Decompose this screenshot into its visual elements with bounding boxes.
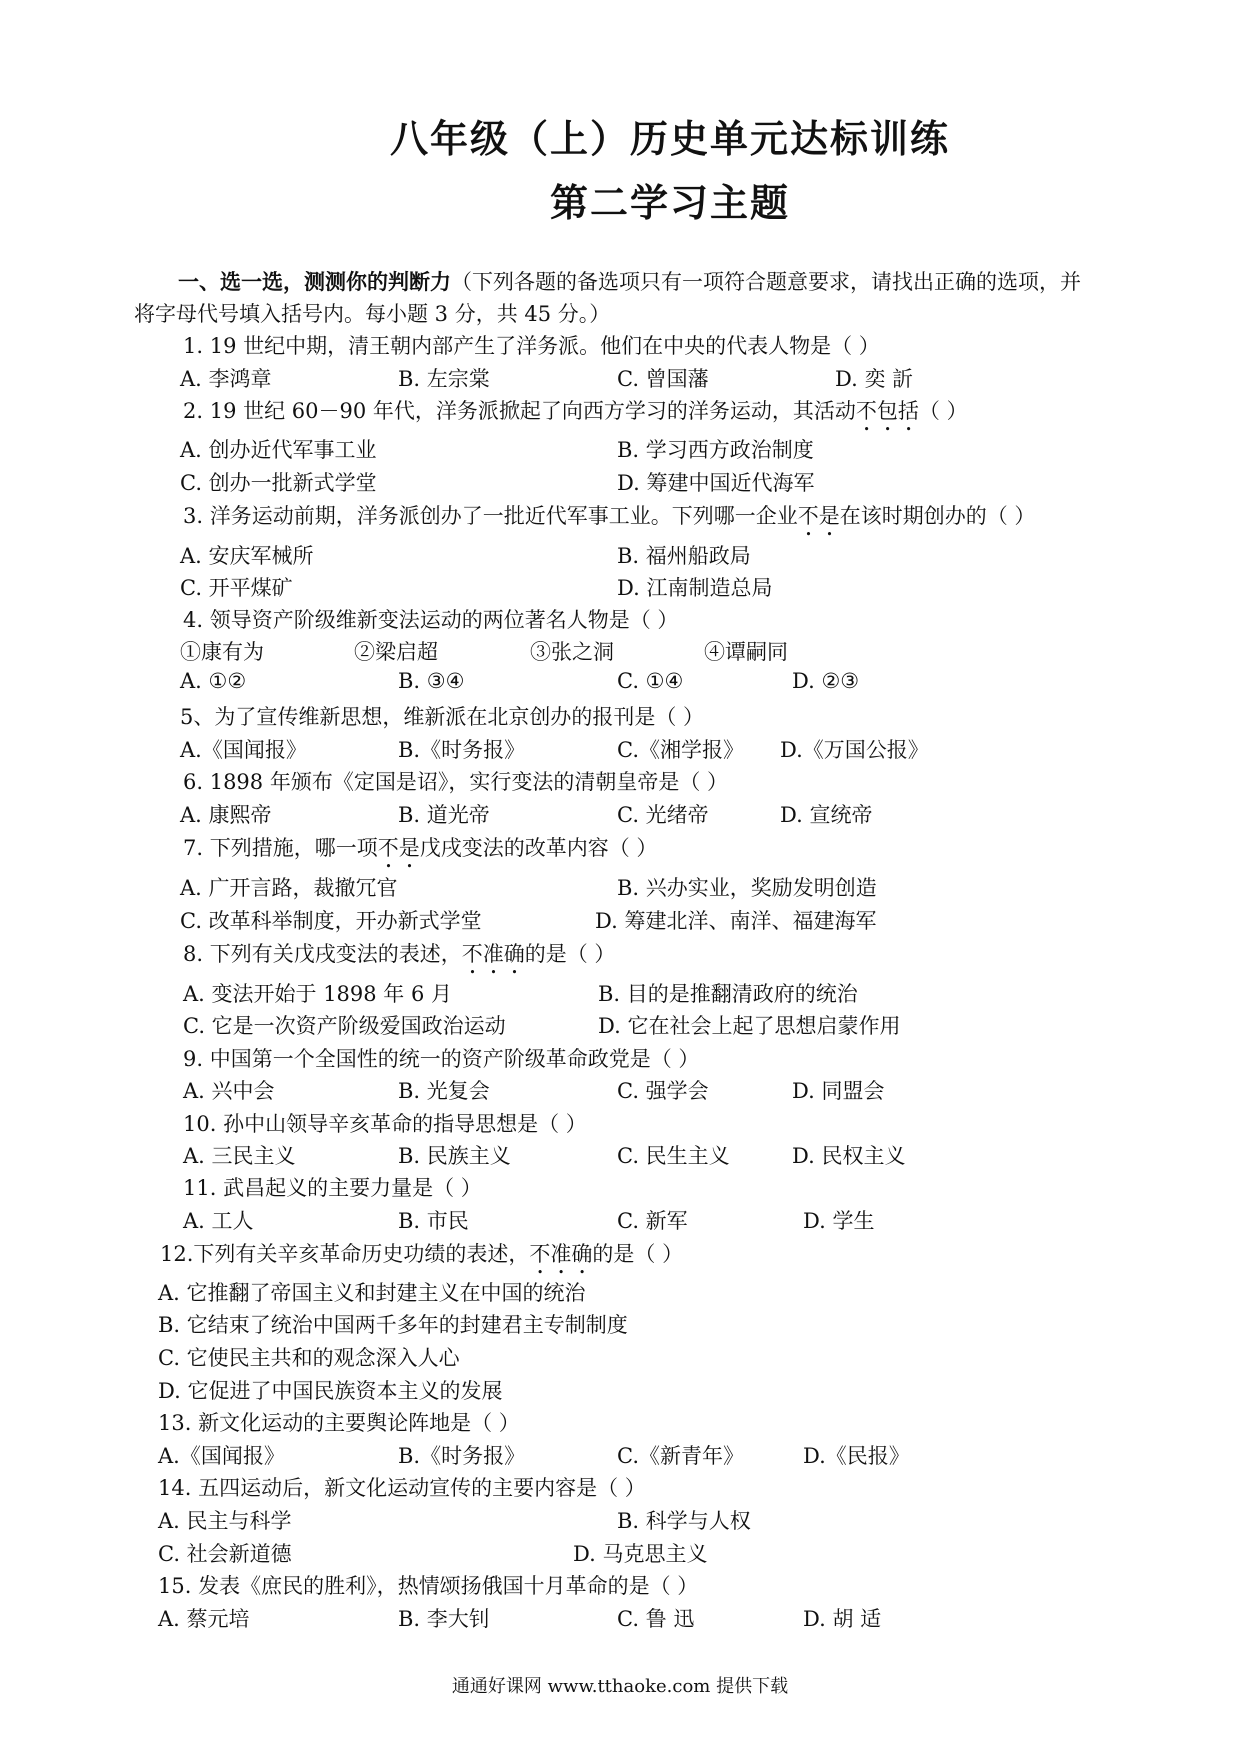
q4-option-d: D. ②③ (792, 669, 860, 693)
section-instruction-a: （下列各题的备选项只有一项符合题意要求，请找出正确的选项，并 (451, 270, 1081, 294)
q9-option-c: C. 强学会 (617, 1079, 709, 1103)
q5-option-b: B.《时务报》 (398, 738, 526, 762)
question-7 (183, 832, 657, 873)
q11-option-c: C. 新军 (617, 1209, 688, 1233)
q3-option-b: B. 福州船政局 (617, 544, 751, 568)
question-9: 9. 中国第一个全国性的统一的资产阶级革命政党是（ ） (183, 1047, 700, 1071)
q2-option-b: B. 学习西方政治制度 (617, 438, 814, 462)
q7-option-d: D. 筹建北洋、南洋、福建海军 (595, 909, 877, 933)
question-1: 1. 19 世纪中期，清王朝内部产生了洋务派。他们在中央的代表人物是（ ） (183, 334, 880, 358)
q5-option-a: A.《国闻报》 (180, 738, 307, 762)
q13-option-c: C.《新青年》 (617, 1444, 744, 1468)
q8-option-b: B. 目的是推翻清政府的统治 (598, 982, 858, 1006)
question-12 (160, 1238, 683, 1279)
question-7-bracket: 戊戌变法的改革内容（ ） (419, 836, 658, 860)
question-8 (183, 938, 615, 979)
q15-option-c: C. 鲁 迅 (617, 1607, 695, 1631)
section-heading-line (178, 266, 1081, 296)
q3-option-c: C. 开平煤矿 (180, 576, 293, 600)
q4-item-3: ③张之洞 (530, 640, 614, 664)
q12-option-c: C. 它使民主共和的观念深入人心 (158, 1346, 460, 1370)
q4-option-c: C. ①④ (617, 669, 684, 693)
q2-option-d: D. 筹建中国近代海军 (617, 471, 815, 495)
q1-option-b: B. 左宗棠 (398, 367, 490, 391)
question-8-text: 8. 下列有关戊戌变法的表述， (183, 942, 462, 966)
q11-option-d: D. 学生 (803, 1209, 875, 1233)
question-2-emphasis: 不包括 (855, 399, 919, 423)
question-15: 15. 发表《庶民的胜利》，热情颂扬俄国十月革命的是（ ） (158, 1574, 699, 1598)
q12-option-b: B. 它结束了统治中国两千多年的封建君主专制制度 (158, 1313, 628, 1337)
question-12-emphasis: 不准确 (529, 1242, 593, 1266)
q4-item-4: ④谭嗣同 (704, 640, 788, 664)
q9-option-a: A. 兴中会 (183, 1079, 275, 1103)
q5-option-d: D.《万国公报》 (780, 738, 929, 762)
q1-option-d: D. 奕 訢 (835, 367, 914, 391)
section-instruction-b: 将字母代号填入括号内。每小题 3 分，共 45 分。） (134, 302, 611, 326)
q3-option-a: A. 安庆军械所 (180, 544, 314, 568)
question-2 (183, 395, 968, 436)
q12-option-a: A. 它推翻了帝国主义和封建主义在中国的统治 (158, 1281, 586, 1305)
page-subtitle: 第二学习主题 (549, 181, 790, 225)
q11-option-a: A. 工人 (183, 1209, 254, 1233)
q7-option-b: B. 兴办实业，奖励发明创造 (617, 876, 877, 900)
q2-option-a: A. 创办近代军事工业 (180, 438, 377, 462)
q2-option-c: C. 创办一批新式学堂 (180, 471, 377, 495)
question-7-emphasis: 不是 (377, 836, 420, 860)
q14-option-b: B. 科学与人权 (617, 1509, 751, 1533)
question-12-text: 12.下列有关辛亥革命历史功绩的表述， (160, 1242, 530, 1266)
q6-option-b: B. 道光帝 (398, 803, 490, 827)
question-3-bracket: 在该时期创办的（ ） (839, 504, 1036, 528)
question-3 (183, 500, 1035, 541)
q6-option-c: C. 光绪帝 (617, 803, 709, 827)
q8-option-c: C. 它是一次资产阶级爱国政治运动 (183, 1014, 506, 1038)
q10-option-d: D. 民权主义 (792, 1144, 906, 1168)
question-4: 4. 领导资产阶级维新变法运动的两位著名人物是（ ） (183, 608, 679, 632)
question-14: 14. 五四运动后，新文化运动宣传的主要内容是（ ） (158, 1476, 646, 1500)
question-6: 6. 1898 年颁布《定国是诏》，实行变法的清朝皇帝是（ ） (183, 770, 729, 794)
question-13: 13. 新文化运动的主要舆论阵地是（ ） (158, 1411, 520, 1435)
question-3-emphasis: 不是 (797, 504, 840, 528)
question-8-emphasis: 不准确 (461, 942, 525, 966)
q13-option-d: D.《民报》 (803, 1444, 910, 1468)
q4-option-a: A. ①② (180, 669, 247, 693)
q9-option-d: D. 同盟会 (792, 1079, 885, 1103)
q13-option-b: B.《时务报》 (398, 1444, 526, 1468)
q9-option-b: B. 光复会 (398, 1079, 490, 1103)
q15-option-a: A. 蔡元培 (158, 1607, 250, 1631)
question-11: 11. 武昌起义的主要力量是（ ） (183, 1176, 482, 1200)
q6-option-a: A. 康熙帝 (180, 803, 272, 827)
q8-option-d: D. 它在社会上起了思想启蒙作用 (598, 1014, 901, 1038)
q8-option-a: A. 变法开始于 1898 年 6 月 (183, 982, 453, 1006)
q1-option-a: A. 李鸿章 (180, 367, 272, 391)
q1-option-c: C. 曾国藩 (617, 367, 709, 391)
question-5: 5、为了宣传维新思想，维新派在北京创办的报刊是（ ） (180, 705, 705, 729)
question-2-bracket: （ ） (918, 399, 968, 423)
q7-option-c: C. 改革科举制度，开办新式学堂 (180, 909, 482, 933)
question-7-text: 7. 下列措施，哪一项 (183, 836, 378, 860)
question-2-text: 2. 19 世纪 60－90 年代，洋务派掀起了向西方学习的洋务运动，其活动 (183, 399, 856, 423)
question-8-bracket: 的是（ ） (524, 942, 616, 966)
section-heading: 一、选一选，测测你的判断力 (178, 270, 451, 294)
page-title: 八年级（上）历史单元达标训练 (389, 117, 950, 161)
q4-option-b: B. ③④ (398, 669, 465, 693)
q11-option-b: B. 市民 (398, 1209, 469, 1233)
q14-option-d: D. 马克思主义 (573, 1542, 708, 1566)
q13-option-a: A.《国闻报》 (158, 1444, 285, 1468)
q10-option-c: C. 民生主义 (617, 1144, 730, 1168)
q7-option-a: A. 广开言路，裁撤冗官 (180, 876, 398, 900)
question-12-bracket: 的是（ ） (592, 1242, 684, 1266)
q4-item-2: ②梁启超 (354, 640, 438, 664)
page-footer: 通通好课网 www.tthaoke.com 提供下载 (451, 1676, 789, 1697)
q12-option-d: D. 它促进了中国民族资本主义的发展 (158, 1379, 503, 1403)
q3-option-d: D. 江南制造总局 (617, 576, 773, 600)
q15-option-d: D. 胡 适 (803, 1607, 882, 1631)
q10-option-a: A. 三民主义 (183, 1144, 296, 1168)
q10-option-b: B. 民族主义 (398, 1144, 511, 1168)
question-3-text: 3. 洋务运动前期，洋务派创办了一批近代军事工业。下列哪一企业 (183, 504, 798, 528)
q15-option-b: B. 李大钊 (398, 1607, 490, 1631)
q6-option-d: D. 宣统帝 (780, 803, 873, 827)
q14-option-a: A. 民主与科学 (158, 1509, 292, 1533)
q14-option-c: C. 社会新道德 (158, 1542, 292, 1566)
q5-option-c: C.《湘学报》 (617, 738, 744, 762)
question-10: 10. 孙中山领导辛亥革命的指导思想是（ ） (183, 1112, 587, 1136)
q4-item-1: ①康有为 (180, 640, 264, 664)
